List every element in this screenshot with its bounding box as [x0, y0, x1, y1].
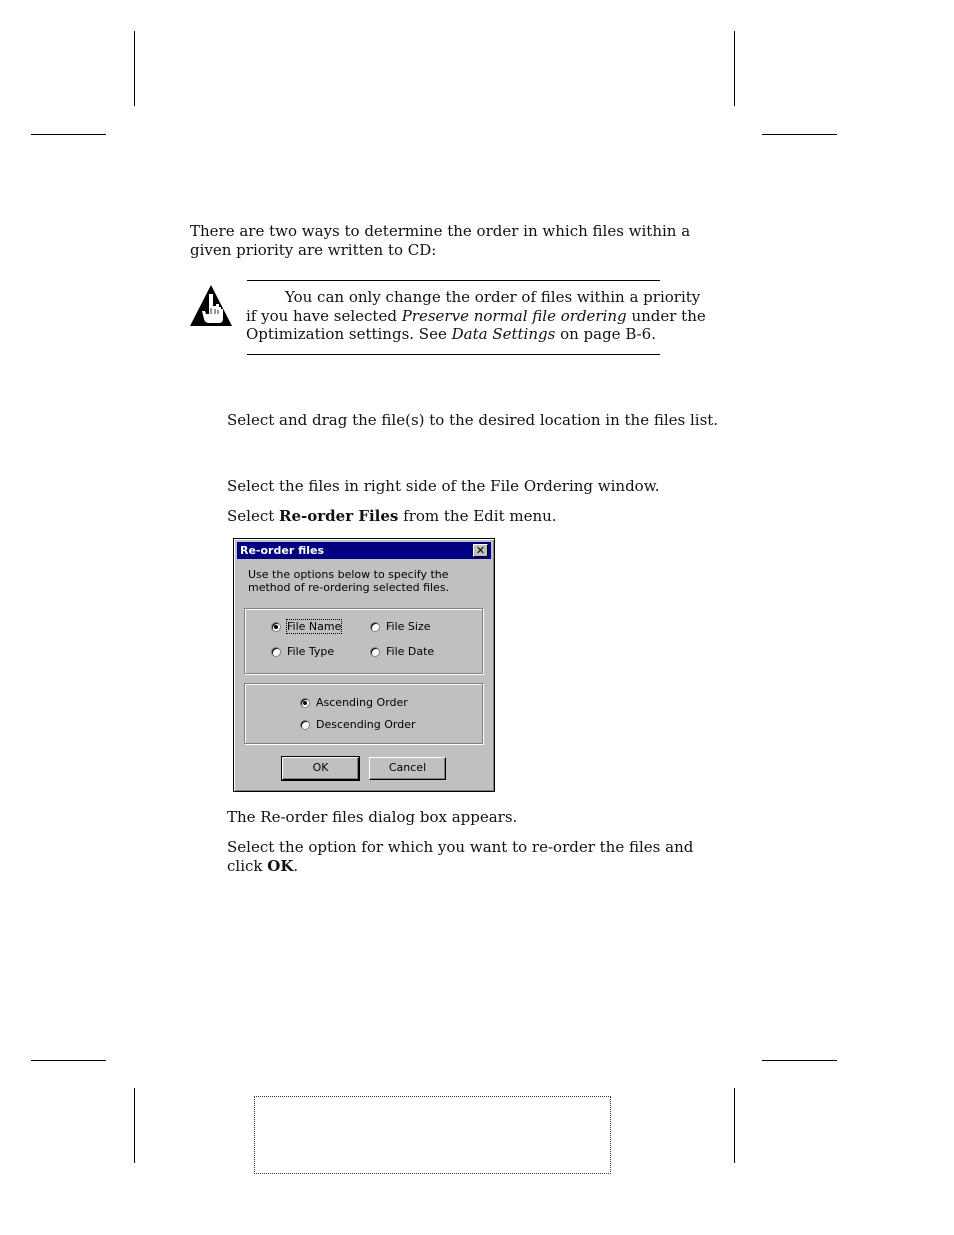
note-text: if you have selected	[246, 307, 402, 325]
radio-selected-icon	[300, 698, 310, 708]
intro-line-2: given priority are written to CD:	[190, 241, 437, 259]
step-text: click	[227, 857, 268, 875]
crop-mark	[31, 134, 106, 135]
radio-label: Descending Order	[316, 718, 416, 731]
radio-file-name[interactable]	[271, 620, 341, 633]
note-emphasis: Data Settings	[451, 325, 556, 343]
step-text: from the Edit menu.	[398, 507, 557, 525]
radio-label: File Date	[386, 645, 435, 658]
radio-icon	[271, 647, 281, 657]
note-rule-bottom	[247, 354, 660, 355]
note-text: on page B-6.	[555, 325, 656, 343]
note-text: Optimization settings. See	[246, 325, 452, 343]
note-line-1: You can only change the order of files within a priority	[285, 288, 701, 306]
radio-icon	[370, 647, 380, 657]
radio-label: File Type	[287, 645, 335, 658]
step-dialog-appears: The Re-order files dialog box appears.	[227, 808, 518, 826]
radio-label: File Size	[386, 620, 431, 633]
radio-file-date[interactable]	[370, 645, 434, 658]
sort-by-group	[244, 608, 483, 674]
note-text: under the	[626, 307, 706, 325]
radio-icon	[300, 720, 310, 730]
crop-mark	[734, 31, 735, 106]
dialog-title: Re-order files	[240, 544, 324, 557]
crop-mark	[134, 31, 135, 106]
crop-mark	[31, 1060, 106, 1061]
dialog-description: Use the options below to specify the method of re-ordering selected files.	[248, 568, 450, 594]
radio-label: Ascending Order	[316, 696, 408, 709]
step-drag: Select and drag the file(s) to the desired location in the files list.	[227, 411, 719, 429]
dialog-titlebar[interactable]	[237, 542, 491, 559]
intro-line-1: There are two ways to determine the order in which files within a	[190, 222, 691, 240]
crop-mark	[762, 134, 837, 135]
crop-mark	[762, 1060, 837, 1061]
footer-box	[254, 1096, 611, 1174]
step-option-line-2	[227, 857, 298, 876]
ok-button[interactable]: OK	[282, 757, 359, 780]
radio-descending[interactable]	[300, 718, 416, 731]
note-emphasis: Preserve normal file ordering	[401, 307, 627, 325]
crop-mark	[734, 1088, 735, 1163]
radio-icon	[370, 622, 380, 632]
crop-mark	[134, 1088, 135, 1163]
radio-file-size[interactable]	[370, 620, 430, 633]
step-text: .	[293, 857, 299, 875]
note-line-3	[246, 325, 656, 344]
note-rule-top	[247, 280, 660, 281]
radio-file-type[interactable]	[271, 645, 334, 658]
note-line-2	[246, 307, 706, 326]
radio-label: File Name	[287, 620, 342, 633]
step-option-line-1: Select the option for which you want to re-order the files and	[227, 838, 694, 856]
order-group	[244, 683, 483, 744]
radio-selected-icon	[271, 622, 281, 632]
step-select-menu	[227, 507, 557, 526]
step-select-files: Select the files in right side of the File Ordering window.	[227, 477, 660, 495]
pointing-hand-note-icon	[189, 284, 233, 328]
step-bold: Re-order Files	[279, 507, 399, 525]
step-bold: OK	[267, 857, 294, 875]
step-text: Select	[227, 507, 280, 525]
radio-ascending[interactable]	[300, 696, 408, 709]
cancel-button[interactable]: Cancel	[369, 757, 446, 780]
reorder-files-dialog	[233, 538, 495, 792]
close-icon[interactable]: ✕	[473, 544, 488, 557]
